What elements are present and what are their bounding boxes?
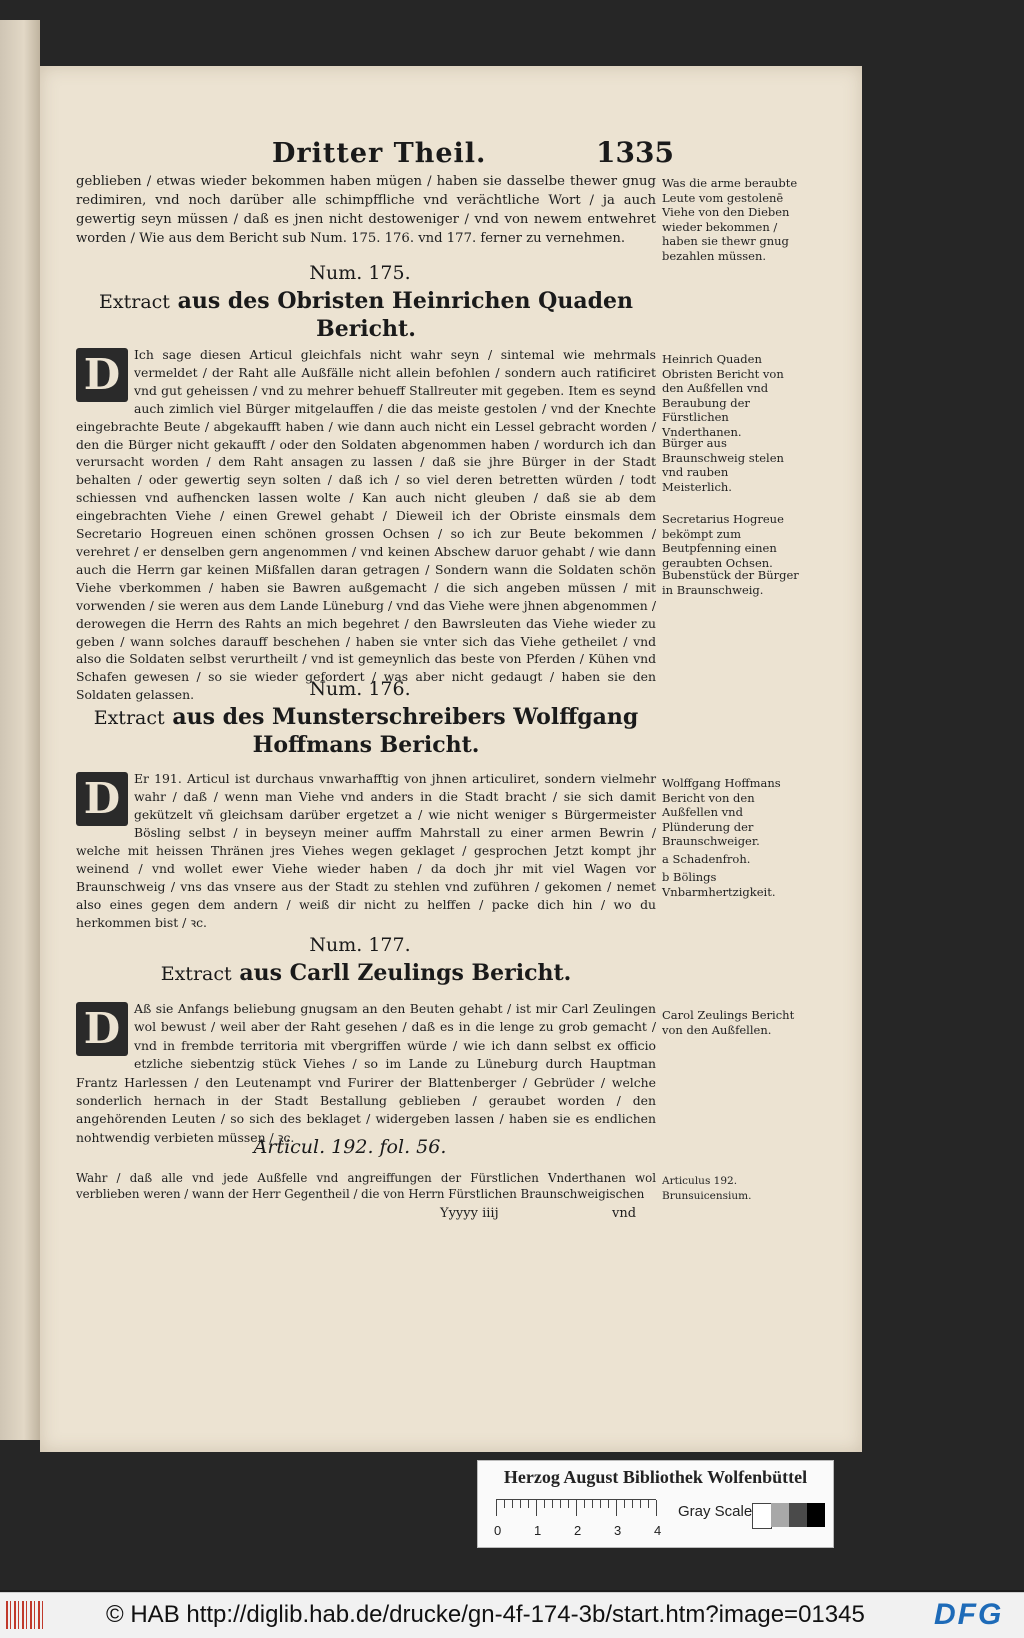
extract-title: aus des Munsterschreibers Wolffgang Hoffmans Bericht.	[172, 704, 639, 758]
gray-swatch-light	[771, 1503, 789, 1527]
num-175-text: Ich sage diesen Articul gleichfals nicht wahr seyn / sintemal wie mehrmals vermeldet / der Raht alle Außfälle nicht allein befohlen / sondern auch ratificiret vnd gut geheissen / vnd zu mehrer behueff Stallreuter mit gegeben. Item es seynd auch zimlich viel Bürger mitgelauffen / die das meiste gestolen / vnd der Knechte eingebrachte Beute / abgekaufft haben / wie dann auch nicht ein Lessel gebracht worden / den die Bürger nicht gekaufft / oder den Soldaten abgenommen haben / wordurch ich dan verursacht worden / dem Raht ansagen zu lassen / daß sie jhre Bürger in der Stadt behalten / oder gewertig seyn solten / daß ich / so viel deren betretten würden / todt schiessen vnd aufhencken lassen wolte / Kan auch nicht gleuben / daß sie ab dem eingebrachten Viehe / einen Grewel gehabt / Dieweil ich der Obriste einsmals dem Secretario Hogreuen einen schönen grossen Ochsen / so ich zur Beute bekommen / verehret / er denselben gern angenommen / vnd keinen Abschew daruor gehabt / wie dann auch die Herrn gar keinen Mißfallen daran getragen / Sondern wann die Soldaten schön Viehe vberkommen / haben sie Bawren außgemacht / die sich angeben müssen / mit vorwenden / sie weren aus dem Lande Lüneburg / vnd das Viehe were jhnen abgenommen / derowegen die Herrn des Rahts an mich begehret / den Bawrsleuten das Viehe wieder zu geben / wann solches darauff beschehen / haben sie vnter sich das Viehe getheilet / vnd also die Soldaten selbst verurtheilt / vnd ist gemeynlich das beste von Pferden / Kühen vnd Schafen gewesen / so sie wieder gefordert / was aber nicht gedaugt / haben sie den Soldaten gelassen.	[76, 347, 656, 703]
articul-heading: Articul. 192. fol. 56.	[253, 1136, 447, 1158]
margin-note-bubenstueck: Bubenstück der Bürger in Braunschweig.	[662, 568, 799, 597]
catchword: vnd	[612, 1206, 637, 1221]
margin-note-hogreue: Secretarius Hogreue bekömpt zum Beutpfenning einen geraubten Ochsen.	[662, 512, 784, 570]
margin-note-schadenfroh: a Schadenfroh.	[662, 852, 751, 866]
dfg-logo: DFG	[934, 1598, 1004, 1631]
margin-note-hoffman: Wolffgang Hoffmans Bericht von den Außfellen vnd Plünderung der Braunschweiger.	[662, 776, 781, 849]
gray-swatch-white	[752, 1503, 772, 1529]
book-page	[40, 66, 862, 1452]
margin-note-quaden: Heinrich Quaden Obristen Bericht von den Außfellen vnd Beraubung der Fürstlichen Vnderthanen.	[662, 352, 784, 439]
signature-mark: Yyyyy iiij	[440, 1206, 499, 1221]
num-177-heading: Num. 177.	[309, 934, 411, 956]
running-head: Dritter Theil.	[272, 138, 487, 169]
ruler-label-2: 2	[574, 1523, 582, 1538]
previous-page-edge	[0, 20, 40, 1440]
viewer-footer	[0, 1592, 1024, 1638]
intro-paragraph: geblieben / etwas wieder bekommen haben mügen / haben sie dasselbe thewer gnug redimiren, vnd noch darüber alle schimpffliche vnd verächtliche Wort / ja auch gewertig seyn müssen / daß es jnen nicht destoweniger / vnd von newem entwehret worden / Wie aus dem Bericht sub Num. 175. 176. vnd 177. ferner zu vernehmen.	[76, 174, 656, 246]
footer-url[interactable]: © HAB http://diglib.hab.de/drucke/gn-4f-174-3b/start.htm?image=01345	[106, 1601, 865, 1628]
ruler-label-3: 3	[614, 1523, 622, 1538]
extract-lead: Extract	[99, 291, 170, 313]
articul-body: Wahr / daß alle vnd jede Außfelle vnd angreiffungen der Fürstlichen Vnderthanen wol verblieben weren / wann der Herr Gegentheil / die von Herrn Fürstlichen Braunschweigischen	[76, 1171, 656, 1201]
num-175-extract-heading	[86, 288, 646, 343]
gray-swatch-dark	[789, 1503, 807, 1527]
num-176-heading: Num. 176.	[309, 678, 411, 700]
num-177-body	[76, 1000, 656, 1147]
num-176-text: Er 191. Articul ist durchaus vnwarhafftig von jhnen articuliret, sondern vielmehr wahr / daß / wenn man Viehe vnd anders in die Stadt bracht / sie sich damit gekützelt vñ gleichsam darüber ergetzet a / wie nicht weniger s Bürgermeister Bösling selbst / in beyseyn meiner auffm Mahrstall zu einer armen Bewrin / welche mit heissen Thränen jres Viehes wegen geklaget / gesprochen Jetzt kompt jhr weinend / vnd wollet ewer Viehe wieder haben / da doch jhr mit viel Wagen vor Braunschweig / vns das vnsere aus der Stadt zu stehlen vnd zuführen / gekomen / nemet also eines gegen dem andern / weiß dir nicht zu helffen / packe dich hin / wo du herkommen bist / ꝛc.	[76, 771, 656, 930]
decorated-initial: D	[76, 348, 128, 402]
scale-ruler	[496, 1499, 656, 1522]
gray-scale-label: Gray Scale	[678, 1503, 753, 1520]
num-176-extract-heading	[86, 704, 646, 759]
ruler-label-4: 4	[654, 1523, 662, 1538]
ruler-label-0: 0	[494, 1523, 502, 1538]
num-177-text: Aß sie Anfangs beliebung gnugsam an den Beuten gehabt / ist mir Carl Zeulingen wol bewust / weil aber der Raht gesehen / daß es in die lenge zu grob gemacht / vnd in frembde territoria mit vbergriffen würde / wie ich dann selbst ex officio etzliche siebentzig stück Viehes / so im Lande zu Lüneburg durch Hauptman Frantz Harlessen / den Leutenampt vnd Furirer der Blattenberger / Gebrüder / welche sonderlich hernach in der Stadt Bestallung geblieben / geraubet worden / den angehörenden Leuten / so sich des beklaget / widergeben lassen / haben sie es endlichen nohtwendig verbieten müssen / ꝛc.	[76, 1001, 656, 1145]
hab-barcode-icon	[6, 1601, 46, 1629]
extract-title: aus des Obristen Heinrichen Quaden Bericht.	[177, 288, 633, 342]
decorated-initial: D	[76, 1002, 128, 1056]
num-175-body	[76, 346, 656, 704]
color-reference-card	[477, 1460, 834, 1548]
decorated-initial: D	[76, 772, 128, 826]
num-177-extract-heading	[86, 960, 646, 988]
margin-note-zeuling: Carol Zeulings Bericht von den Außfellen.	[662, 1008, 795, 1037]
card-title: Herzog August Bibliothek Wolfenbüttel	[503, 1467, 808, 1487]
num-175-heading: Num. 175.	[309, 262, 411, 284]
margin-note-articulus: Articulus 192. Brunsuicensium.	[662, 1175, 752, 1202]
gray-swatch-black	[807, 1503, 825, 1527]
margin-note-buerger: Bürger aus Braunschweig stelen vnd rauben Meisterlich.	[662, 436, 784, 494]
num-176-body	[76, 770, 656, 932]
margin-note-intro: Was die arme beraubte Leute vom gestolenē Viehe von den Dieben wieder bekommen / haben sie thewr gnug bezahlen müssen.	[662, 176, 798, 263]
extract-title: aus Carll Zeulings Bericht.	[239, 960, 572, 986]
extract-lead: Extract	[160, 963, 232, 985]
ruler-label-1: 1	[534, 1523, 542, 1538]
extract-lead: Extract	[93, 707, 165, 729]
page-number: 1335	[596, 136, 674, 169]
margin-note-boeling: b Bölings Vnbarmhertzigkeit.	[662, 870, 776, 899]
